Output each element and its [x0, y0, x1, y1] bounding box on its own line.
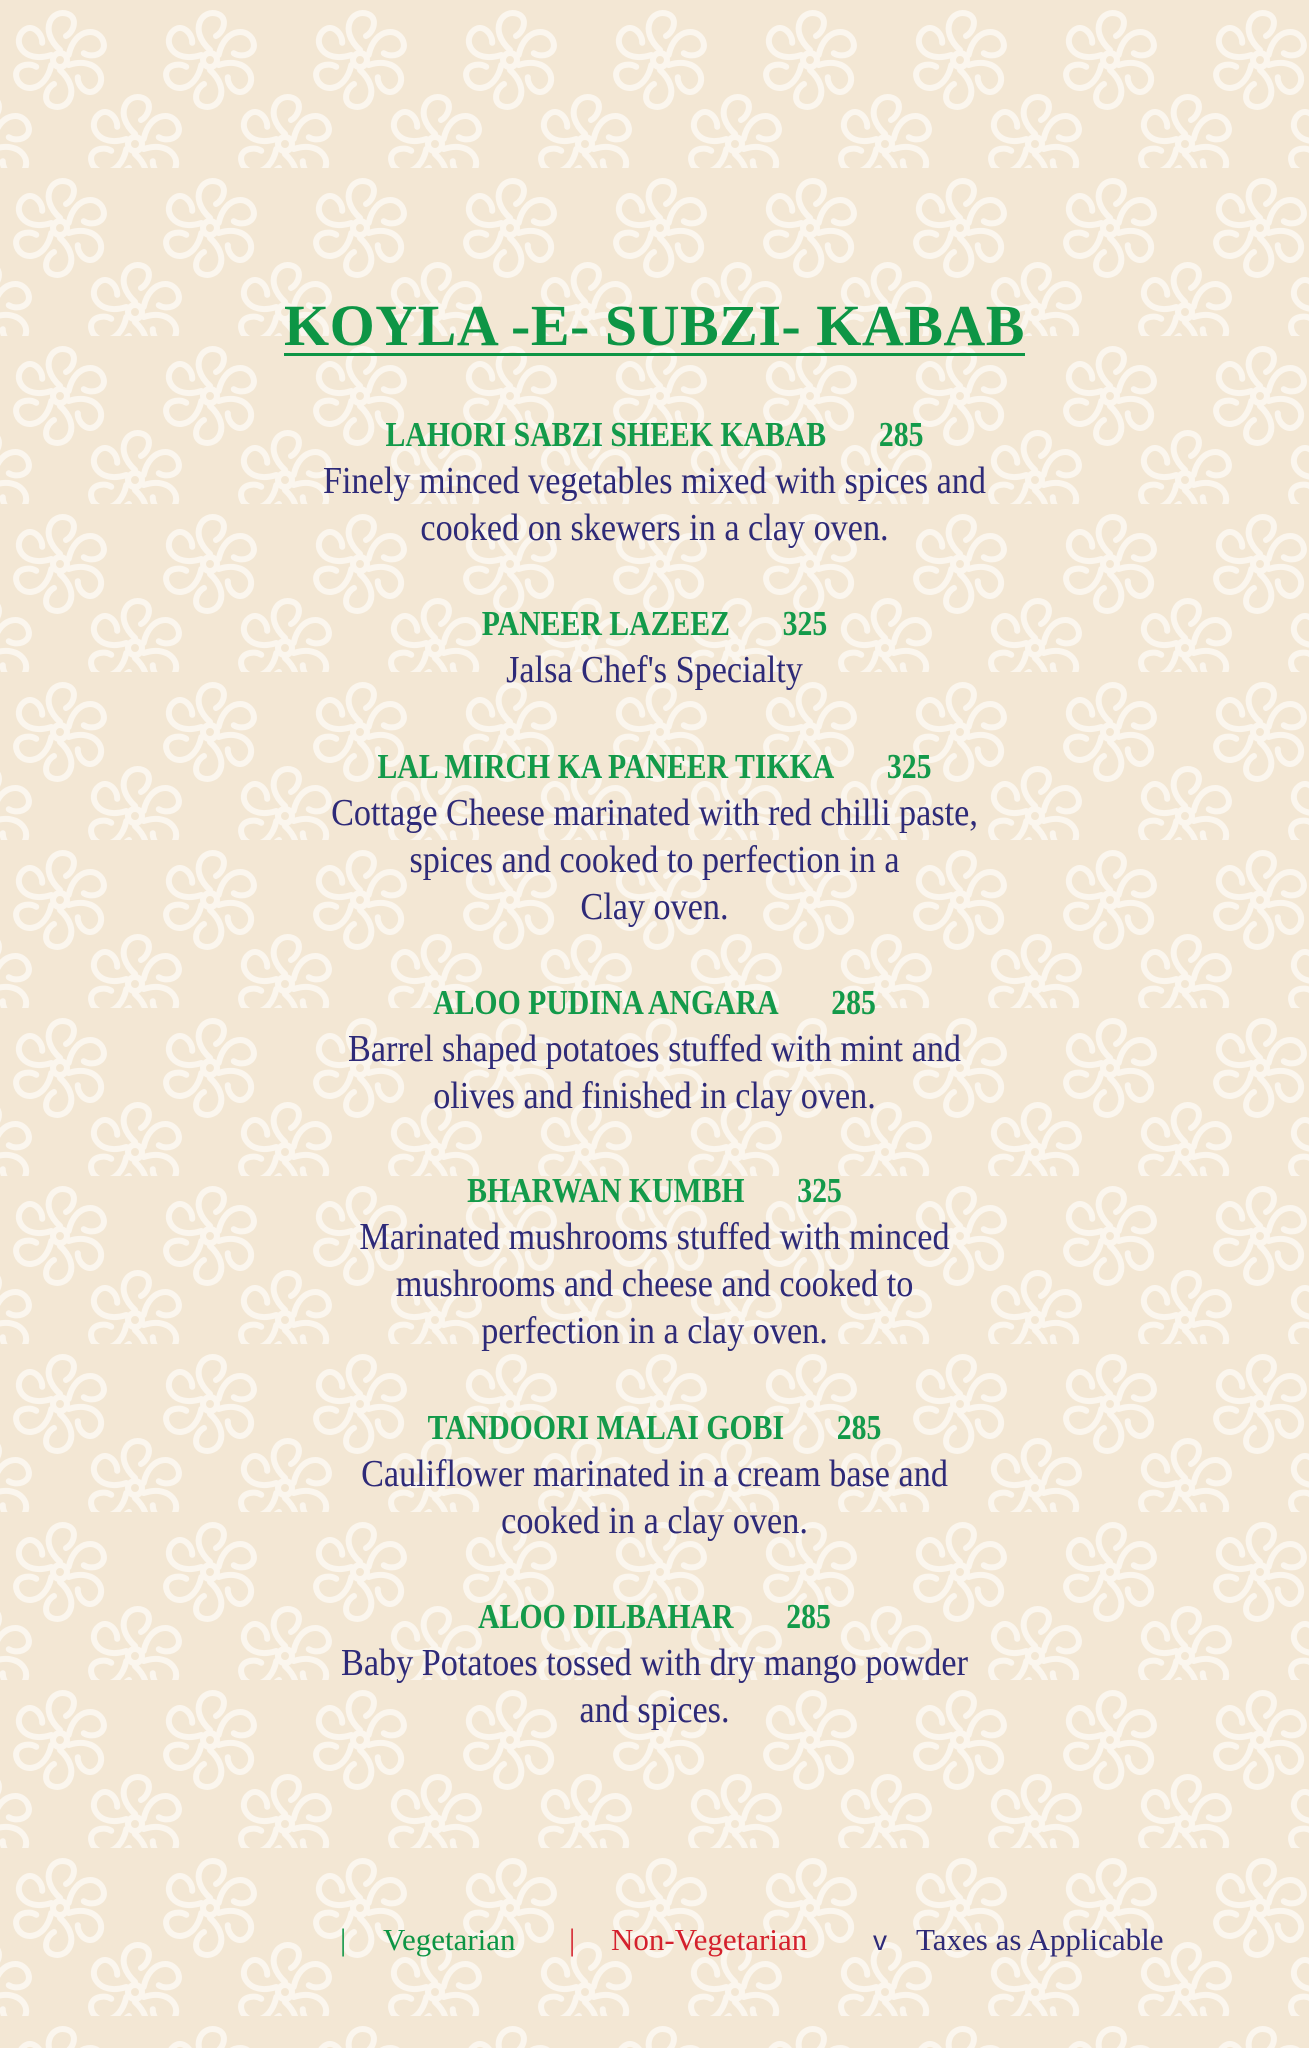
menu-item-description: Baby Potatoes tossed with dry mango powder [341, 1642, 968, 1684]
menu-item-description: Clay oven. [580, 886, 729, 928]
menu-item [0, 412, 1309, 552]
menu-item-price: 285 [831, 983, 876, 1022]
menu-item-heading [5, 744, 1305, 790]
legend [0, 1922, 1309, 1962]
menu-item-name: ALOO PUDINA ANGARA [433, 983, 779, 1022]
menu-item-description: Finely minced vegetables mixed with spices and [323, 460, 986, 502]
menu-item-heading [5, 1168, 1305, 1214]
menu-item-heading [5, 1594, 1305, 1640]
menu-item [0, 980, 1309, 1120]
legend-vegetarian: Vegetarian [383, 1922, 516, 1957]
menu-item-name: LAHORI SABZI SHEEK KABAB [385, 415, 827, 454]
menu-item-price: 285 [836, 1408, 882, 1447]
menu-item-description: Jalsa Chef's Specialty [506, 649, 803, 691]
menu-item [0, 1594, 1309, 1734]
menu-item-heading [5, 601, 1305, 647]
menu-item-name: BHARWAN KUMBH [467, 1171, 745, 1210]
section-title: KOYLA -E- SUBZI- KABAB [284, 293, 1025, 358]
menu-item-description: olives and finished in clay oven. [433, 1075, 876, 1117]
tax-symbol-icon: v [873, 1925, 887, 1956]
menu-item [0, 744, 1309, 931]
menu-item-description: and spices. [579, 1689, 730, 1731]
menu-item [0, 1405, 1309, 1545]
legend-taxes: Taxes as Applicable [916, 1922, 1164, 1957]
veg-symbol-icon: | [340, 1922, 347, 1957]
menu-item-name: TANDOORI MALAI GOBI [427, 1408, 785, 1447]
menu-item-name: LAL MIRCH KA PANEER TIKKA [377, 747, 835, 786]
menu-item-description: cooked on skewers in a clay oven. [420, 507, 889, 549]
legend-non-vegetarian: Non-Vegetarian [611, 1922, 808, 1957]
menu-item-price: 325 [797, 1171, 842, 1210]
menu-item-description: Cauliflower marinated in a cream base and [361, 1453, 948, 1495]
menu-item-heading [5, 1405, 1305, 1451]
menu-item-price: 285 [878, 415, 924, 454]
menu-item-name: PANEER LAZEEZ [481, 604, 730, 643]
menu-item-description: Marinated mushrooms stuffed with minced [359, 1216, 950, 1258]
menu-item-description: Barrel shaped potatoes stuffed with mint and [348, 1028, 961, 1070]
menu-item-price: 285 [786, 1597, 831, 1636]
menu-item-heading [5, 980, 1305, 1026]
menu-item-description: cooked in a clay oven. [501, 1500, 808, 1542]
menu-item-description: mushrooms and cheese and cooked to [395, 1263, 914, 1305]
menu-item-price: 325 [782, 604, 828, 643]
menu-item-name: ALOO DILBAHAR [478, 1597, 734, 1636]
menu-item-description: perfection in a clay oven. [481, 1310, 828, 1352]
menu-item-heading [5, 412, 1305, 458]
menu-item-description: spices and cooked to perfection in a [409, 839, 900, 881]
menu-item-price: 325 [886, 747, 932, 786]
menu-item [0, 601, 1309, 694]
nonveg-symbol-icon: | [569, 1922, 576, 1957]
menu-item-description: Cottage Cheese marinated with red chilli paste, [331, 792, 978, 834]
menu-item [0, 1168, 1309, 1355]
